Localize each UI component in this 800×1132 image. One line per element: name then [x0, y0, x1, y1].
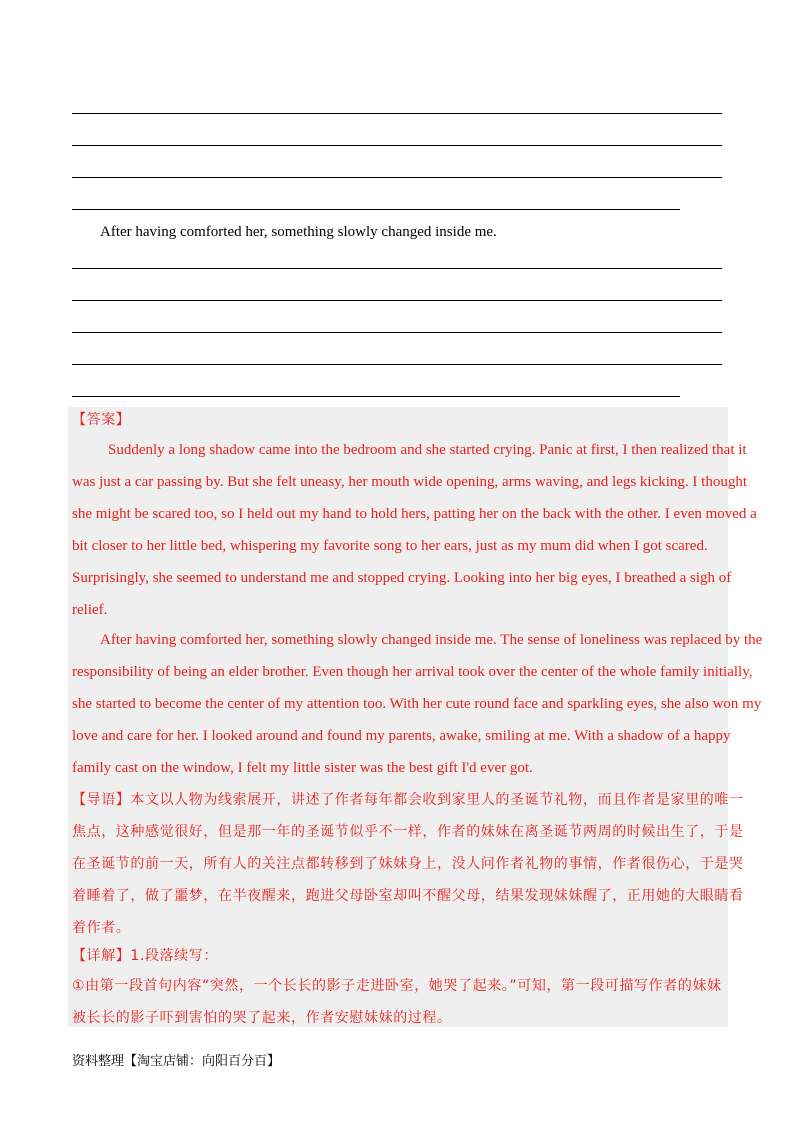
guide-line: 着作者。 [72, 920, 131, 936]
answer-label: 【答案】 [72, 412, 131, 428]
answer-para1-line: relief. [72, 602, 108, 618]
blank-line [72, 332, 722, 333]
blank-line [72, 396, 680, 397]
detail-line: 被长长的影子吓到害怕的哭了起来，作者安慰妹妹的过程。 [72, 1010, 452, 1026]
detail-heading: 【详解】1.段落续写： [72, 948, 218, 964]
blank-line [72, 145, 722, 146]
blank-line [72, 300, 722, 301]
answer-para1-line: Suddenly a long shadow came into the bedroom and she started crying. Panic at first, I then realized that it [108, 442, 747, 458]
blank-line [72, 177, 722, 178]
answer-para2-line: she started to become the center of my attention too. With her cute round face and sparkling eyes, she also won my [72, 696, 762, 712]
guide-line: 焦点，这种感觉很好，但是那一年的圣诞节似乎不一样，作者的妹妹在离圣诞节两周的时候出生了，于是 [72, 824, 744, 840]
blank-line [72, 268, 722, 269]
guide-line: 着睡着了，做了噩梦，在半夜醒来，跑进父母卧室却叫不醒父母，结果发现妹妹醒了，正用她的大眼睛看 [72, 888, 744, 904]
answer-para2-line: family cast on the window, I felt my little sister was the best gift I'd ever got. [72, 760, 533, 776]
answer-para1-line: she might be scared too, so I held out my hand to hold hers, patting her on the back with the other. I even moved a [72, 506, 757, 522]
writing-prompt: After having comforted her, something slowly changed inside me. [100, 224, 497, 240]
answer-para1-line: was just a car passing by. But she felt uneasy, her mouth wide opening, arms waving, and legs kicking. I thought [72, 474, 748, 490]
answer-para2-line: After having comforted her, something slowly changed inside me. The sense of loneliness was replaced by the [100, 632, 763, 648]
blank-line [72, 113, 722, 114]
blank-line [72, 209, 680, 210]
blank-line [72, 364, 722, 365]
guide-line: 【导语】本文以人物为线索展开，讲述了作者每年都会收到家里人的圣诞节礼物，而且作者是家里的唯一 [72, 792, 744, 808]
answer-para1-line: Surprisingly, she seemed to understand me and stopped crying. Looking into her big eyes, I breathed a sigh of [72, 570, 732, 586]
page-footer: 资料整理【淘宝店铺：向阳百分百】 [72, 1054, 281, 1069]
answer-para2-line: responsibility of being an elder brother. Even though her arrival took over the center of the whole family initially, [72, 664, 753, 680]
answer-para2-line: love and care for her. I looked around and found my parents, awake, smiling at me. With a shadow of a happy [72, 728, 731, 744]
guide-line: 在圣诞节的前一天，所有人的关注点都转移到了妹妹身上，没人问作者礼物的事情，作者很伤心，于是哭 [72, 856, 744, 872]
answer-para1-line: bit closer to her little bed, whispering my favorite song to her ears, just as my mum did when I got scared. [72, 538, 708, 554]
detail-line: ①由第一段首句内容“突然，一个长长的影子走进卧室，她哭了起来。”可知，第一段可描写作者的妹妹 [72, 978, 722, 994]
